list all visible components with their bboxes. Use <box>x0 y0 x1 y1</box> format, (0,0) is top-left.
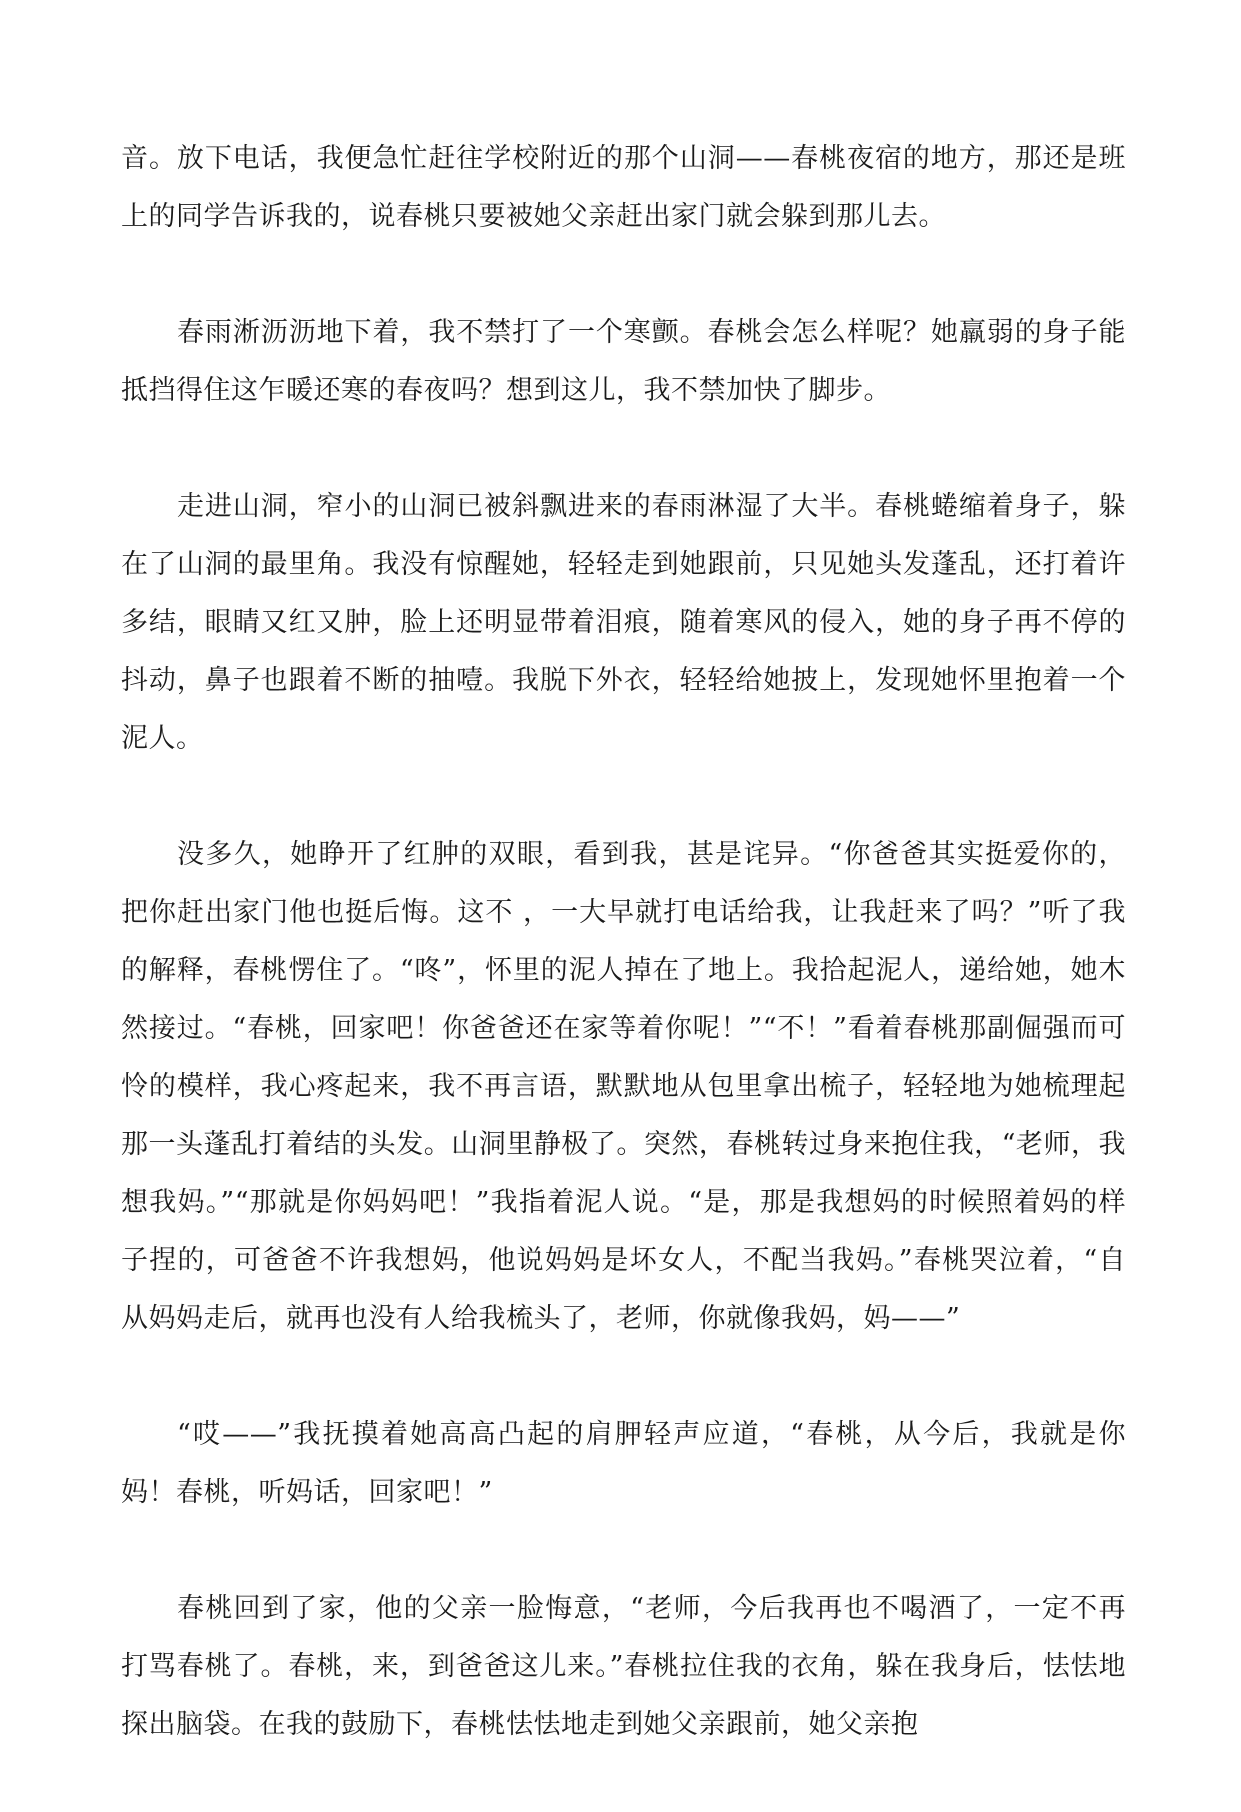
paragraph-2: 春雨淅沥沥地下着，我不禁打了一个寒颤。春桃会怎么样呢？她羸弱的身子能抵挡得住这乍暖还寒的春夜吗？想到这儿，我不禁加快了脚步。 <box>121 317 1126 406</box>
paragraph-1: 音。放下电话，我便急忙赶往学校附近的那个山洞——春桃夜宿的地方，那还是班上的同学告诉我的，说春桃只要被她父亲赶出家门就会躲到那儿去。 <box>121 143 1126 232</box>
paragraph-4: 没多久，她睁开了红肿的双眼，看到我，甚是诧异。“你爸爸其实挺爱你的，把你赶出家门他也挺后悔。这不 ，一大早就打电话给我，让我赶来了吗？”听了我的解释，春桃愣住了。“咚”，怀里的泥人掉在了地上。我拾起泥人，递给她，她木然接过。“春桃，回家吧！你爸爸还在家等着你呢！”“不！”看着春桃那副倔强而可怜的模样，我心疼起来，我不再言语，默默地从包里拿出梳子，轻轻地为她梳理起那一头蓬乱打着结的头发。山洞里静极了。突然，春桃转过身来抱住我，“老师，我想我妈。”“那就是你妈妈吧！”我指着泥人说。“是，那是我想妈的时候照着妈的样子捏的，可爸爸不许我想妈，他说妈妈是坏女人，不配当我妈。”春桃哭泣着，“自从妈妈走后，就再也没有人给我梳头了，老师，你就像我妈，妈——” <box>121 839 1126 1334</box>
document-body <box>121 130 1126 1812</box>
paragraph-5: “哎——”我抚摸着她高高凸起的肩胛轻声应道，“春桃，从今后，我就是你妈！春桃，听妈话，回家吧！” <box>121 1419 1126 1508</box>
paragraph-6: 春桃回到了家，他的父亲一脸悔意，“老师，今后我再也不喝酒了，一定不再打骂春桃了。春桃，来，到爸爸这儿来。”春桃拉住我的衣角，躲在我身后，怯怯地探出脑袋。在我的鼓励下，春桃怯怯地走到她父亲跟前，她父亲抱 <box>121 1593 1126 1740</box>
paragraph-3: 走进山洞，窄小的山洞已被斜飘进来的春雨淋湿了大半。春桃蜷缩着身子，躲在了山洞的最里角。我没有惊醒她，轻轻走到她跟前，只见她头发蓬乱，还打着许多结，眼睛又红又肿，脸上还明显带着泪痕，随着寒风的侵入，她的身子再不停的抖动，鼻子也跟着不断的抽噎。我脱下外衣，轻轻给她披上，发现她怀里抱着一个泥人。 <box>121 491 1126 754</box>
